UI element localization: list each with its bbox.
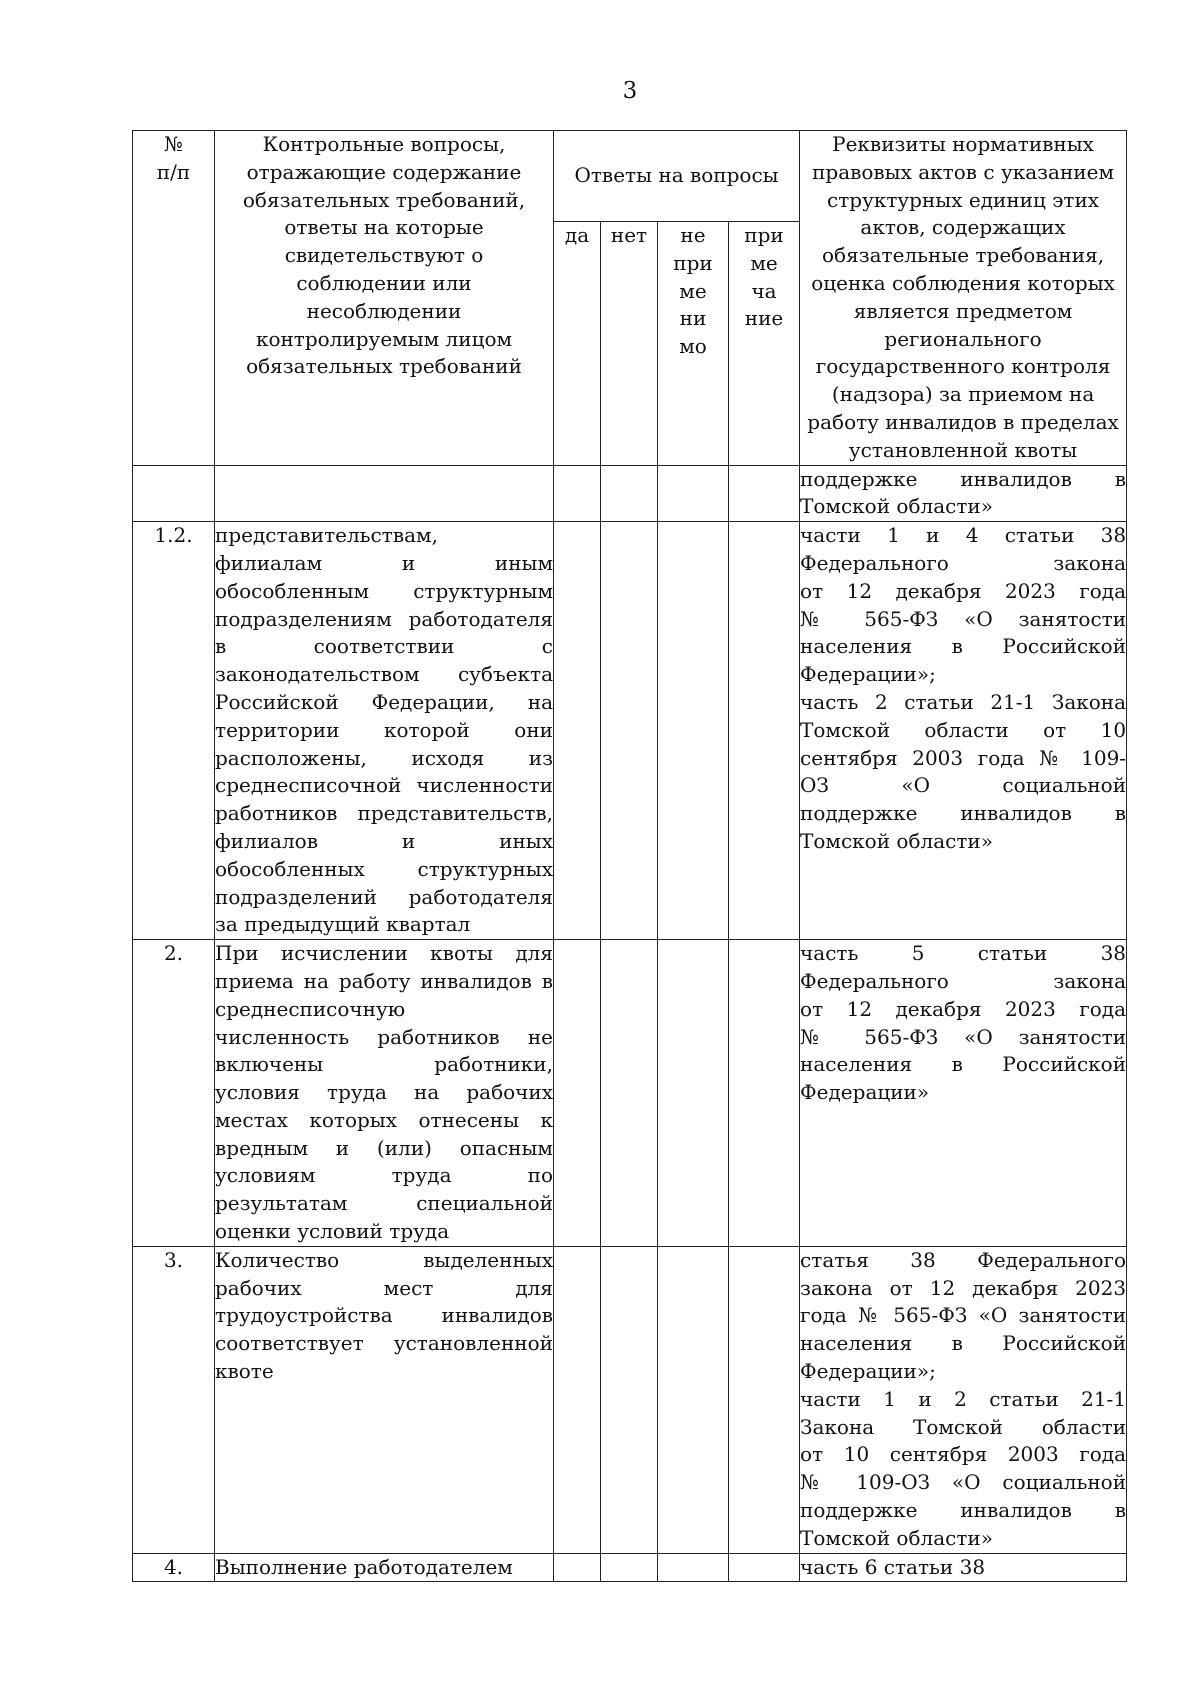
question-line: Выполнение работодателем	[215, 1554, 513, 1579]
question-line: приема на работу инвалидов в	[215, 968, 553, 993]
row-number: 2.	[133, 940, 215, 1247]
question-line: подразделениям работодателя	[215, 606, 553, 631]
row-question	[215, 465, 554, 522]
question-line: рабочих мест для	[215, 1275, 553, 1300]
question-line: филиалов и иных	[215, 828, 553, 853]
reference-line: от 12 декабря 2023 года	[800, 996, 1127, 1021]
question-line: территории которой они	[215, 717, 553, 742]
reference-line: Федерации»;	[800, 662, 936, 687]
header-text-line: отражающие содержание	[246, 159, 522, 184]
reference-line: от 12 декабря 2023 года	[800, 578, 1127, 603]
answer-yes-cell[interactable]	[554, 940, 601, 1247]
reference-line: ОЗ «О социальной	[800, 773, 1127, 798]
header-text-line: Контрольные вопросы,	[262, 132, 506, 156]
header-text-line: регионального	[884, 326, 1042, 351]
question-line: Российской Федерации, на	[215, 689, 553, 714]
table-row	[133, 1553, 1127, 1582]
header-answers-label: Ответы на вопросы	[574, 163, 779, 188]
answer-na-cell[interactable]	[658, 1246, 729, 1553]
reference-line: Томской области от 10	[800, 717, 1127, 742]
row-reference	[800, 465, 1127, 522]
answer-yes-cell[interactable]	[554, 522, 601, 940]
header-text-line: государственного контроля	[815, 354, 1111, 379]
reference-line: № 565-ФЗ «О занятости	[800, 1024, 1127, 1049]
reference-line: населения в Российской	[800, 634, 1127, 659]
page-number: 3	[622, 78, 638, 104]
header-text-line: не	[680, 223, 706, 247]
header-text-line: оценка соблюдения которых	[811, 270, 1115, 295]
question-line: Количество выделенных	[215, 1247, 553, 1272]
header-text-line: несоблюдении	[306, 298, 462, 323]
question-line: среднесписочную	[215, 996, 406, 1021]
reference-line: поддержке инвалидов в	[800, 1498, 1127, 1523]
reference-line: части 1 и 2 статьи 21-1	[800, 1386, 1127, 1411]
answer-na-cell[interactable]	[658, 465, 729, 522]
reference-line: части 1 и 4 статьи 38	[800, 523, 1127, 548]
question-line: трудоустройства инвалидов	[215, 1303, 553, 1328]
answer-no-cell[interactable]	[601, 1246, 658, 1553]
question-line: При исчислении квоты для	[215, 941, 553, 966]
answer-note-cell[interactable]	[729, 465, 800, 522]
header-text-line: ме	[750, 250, 778, 275]
answer-no-cell[interactable]	[601, 465, 658, 522]
row-reference	[800, 1246, 1127, 1553]
question-line: работников представительств,	[215, 801, 553, 826]
header-text-line: ме	[679, 278, 707, 303]
reference-line: Федерации»	[800, 1080, 930, 1105]
header-text-line: п/п	[156, 159, 191, 184]
reference-line: Закона Томской области	[800, 1414, 1127, 1439]
header-text-line: ни	[679, 306, 707, 331]
header-text-line: №	[164, 132, 183, 156]
reference-line: населения в Российской	[800, 1331, 1127, 1356]
row-question	[215, 1553, 554, 1582]
answer-yes-cell[interactable]	[554, 1553, 601, 1582]
header-text-line: ответы на которые	[284, 215, 484, 240]
subheader-no-label: нет	[610, 223, 648, 247]
answer-note-cell[interactable]	[729, 1246, 800, 1553]
reference-line: сентября 2003 года № 109-	[800, 745, 1127, 770]
header-answers	[554, 131, 800, 222]
question-line: среднесписочной численности	[215, 773, 553, 798]
question-line: оценки условий труда	[215, 1219, 450, 1244]
header-text-line: мо	[679, 334, 707, 359]
answer-no-cell[interactable]	[601, 1553, 658, 1582]
reference-line: года № 565-ФЗ «О занятости	[800, 1303, 1127, 1328]
question-line: численность работников не	[215, 1024, 553, 1049]
answer-na-cell[interactable]	[658, 940, 729, 1247]
answer-no-cell[interactable]	[601, 940, 658, 1247]
row-reference	[800, 522, 1127, 940]
subheader-note	[729, 222, 800, 466]
reference-line: Томской области»	[800, 494, 993, 519]
reference-line: Томской области»	[800, 828, 993, 853]
header-row	[133, 131, 1127, 222]
reference-line: часть 2 статьи 21-1 Закона	[800, 689, 1127, 714]
subheader-no	[601, 222, 658, 466]
header-text-line: соблюдении или	[296, 270, 472, 295]
question-line: результатам специальной	[215, 1191, 553, 1216]
question-line: обособленным структурным	[215, 578, 553, 603]
subheader-not-applicable	[658, 222, 729, 466]
question-line: в соответствии с	[215, 634, 553, 659]
header-requisites	[800, 131, 1127, 466]
reference-line: часть 5 статьи 38	[800, 941, 1127, 966]
row-reference	[800, 940, 1127, 1247]
reference-line: поддержке инвалидов в	[800, 466, 1127, 491]
answer-no-cell[interactable]	[601, 522, 658, 940]
subheader-yes-label: да	[564, 223, 590, 247]
header-text-line: обязательных требований	[246, 354, 522, 379]
reference-line: населения в Российской	[800, 1052, 1127, 1077]
answer-yes-cell[interactable]	[554, 1246, 601, 1553]
reference-line: № 109-ОЗ «О социальной	[800, 1470, 1127, 1495]
header-text-line: является предметом	[853, 298, 1073, 323]
reference-line: Федерации»;	[800, 1359, 936, 1384]
question-line: подразделений работодателя	[215, 884, 553, 909]
header-text-line: работу инвалидов в пределах	[807, 409, 1119, 434]
question-line: квоте	[215, 1359, 274, 1384]
table-row	[133, 522, 1127, 940]
header-text-line: установленной квоты	[848, 437, 1078, 462]
answer-yes-cell[interactable]	[554, 465, 601, 522]
reference-line: Федерального закона	[800, 550, 1127, 575]
question-line: условия труда на рабочих	[215, 1080, 553, 1105]
header-text-line: контролируемым лицом	[255, 326, 513, 351]
table-row	[133, 465, 1127, 522]
header-text-line: свидетельствуют о	[284, 243, 484, 268]
table-row	[133, 1246, 1127, 1553]
reference-line: закона от 12 декабря 2023	[800, 1275, 1127, 1300]
question-line: условиям труда по	[215, 1163, 553, 1188]
question-line: филиалам и иным	[215, 550, 553, 575]
reference-line: часть 6 статьи 38	[800, 1554, 986, 1579]
row-question	[215, 940, 554, 1247]
question-line: законодательством субъекта	[215, 662, 553, 687]
header-number	[133, 131, 215, 466]
header-text-line: при	[673, 250, 713, 275]
answer-note-cell[interactable]	[729, 940, 800, 1247]
reference-line: Федерального закона	[800, 968, 1127, 993]
row-number	[133, 465, 215, 522]
answer-note-cell[interactable]	[729, 1553, 800, 1582]
subheader-yes	[554, 222, 601, 466]
question-line: представительствам,	[215, 523, 438, 548]
row-question	[215, 1246, 554, 1553]
question-line: местах которых отнесены к	[215, 1107, 553, 1132]
row-number: 4.	[133, 1553, 215, 1582]
answer-na-cell[interactable]	[658, 522, 729, 940]
header-question	[215, 131, 554, 466]
question-line: вредным и (или) опасным	[215, 1135, 553, 1160]
reference-line: поддержке инвалидов в	[800, 801, 1127, 826]
header-text-line: ние	[744, 306, 784, 331]
question-line: расположены, исходя из	[215, 745, 553, 770]
table-body	[133, 465, 1127, 1582]
question-line: включены работники,	[215, 1052, 553, 1077]
reference-line: Томской области»	[800, 1525, 993, 1550]
header-text-line: ча	[751, 278, 777, 303]
header-text-line: структурных единиц этих	[827, 187, 1100, 212]
question-line: обособленных структурных	[215, 856, 553, 881]
header-text-line: при	[744, 223, 784, 247]
row-question	[215, 522, 554, 940]
row-number: 1.2.	[133, 522, 215, 940]
header-text-line: обязательных требований,	[242, 187, 526, 212]
header-text-line: обязательные требования,	[822, 243, 1105, 268]
question-line: за предыдущий квартал	[215, 912, 471, 937]
row-number: 3.	[133, 1246, 215, 1553]
table-row	[133, 940, 1127, 1247]
header-text-line: Реквизиты нормативных	[832, 132, 1094, 156]
answer-na-cell[interactable]	[658, 1553, 729, 1582]
answer-note-cell[interactable]	[729, 522, 800, 940]
reference-line: № 565-ФЗ «О занятости	[800, 606, 1127, 631]
header-text-line: актов, содержащих	[860, 215, 1066, 240]
question-line: соответствует установленной	[215, 1331, 553, 1356]
header-text-line: (надзора) за приемом на	[831, 382, 1095, 407]
checklist-table	[132, 130, 1127, 1582]
reference-line: от 10 сентября 2003 года	[800, 1442, 1127, 1467]
header-text-line: правовых актов с указанием	[812, 159, 1115, 184]
reference-line: статья 38 Федерального	[800, 1247, 1127, 1272]
row-reference	[800, 1553, 1127, 1582]
